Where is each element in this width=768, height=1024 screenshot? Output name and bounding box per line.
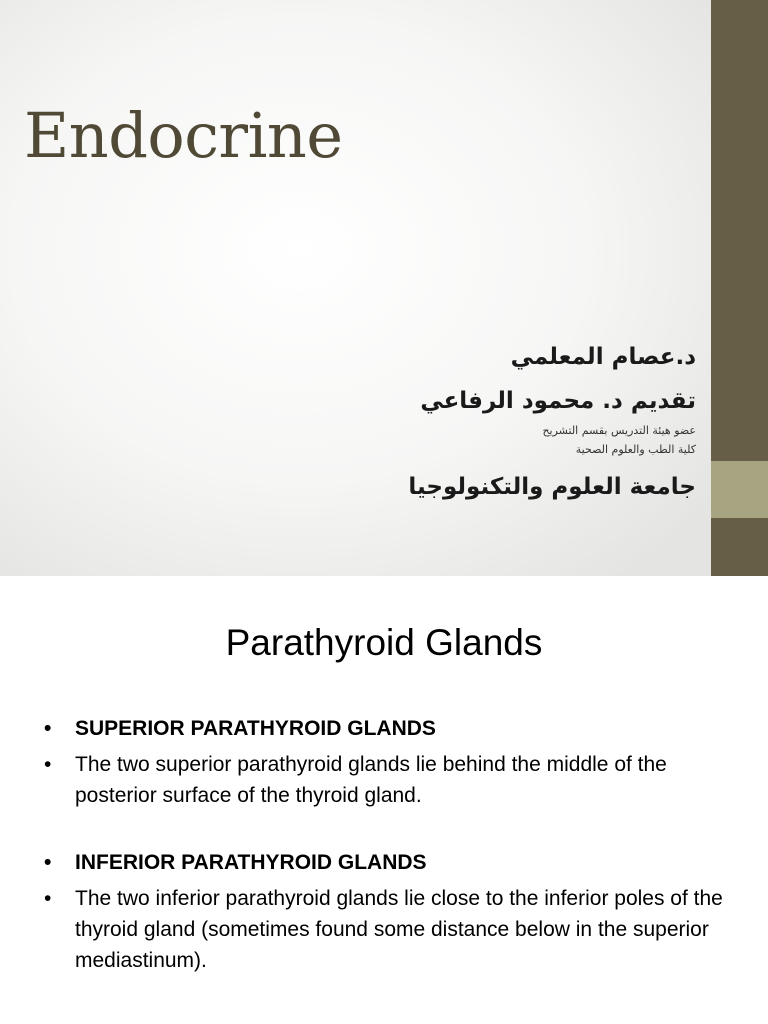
bullet-icon: •	[44, 753, 52, 776]
bullet-text: INFERIOR PARATHYROID GLANDS	[75, 851, 427, 874]
university-name: جامعة العلوم والتكنولوجيا	[408, 474, 696, 500]
list-item	[44, 749, 724, 811]
slide-title: Endocrine	[24, 99, 343, 172]
bullet-icon: •	[44, 851, 52, 874]
bullet-text: The two inferior parathyroid glands lie close to the inferior poles of the thyroid gland (sometimes found some distance below in the superior mediastinum).	[75, 887, 723, 972]
bullet-icon: •	[44, 717, 52, 740]
bullet-icon: •	[44, 887, 52, 910]
list-item	[44, 713, 724, 744]
bullet-text: The two superior parathyroid glands lie behind the middle of the posterior surface of the thyroid gland.	[75, 753, 667, 807]
bullet-text: SUPERIOR PARATHYROID GLANDS	[75, 717, 436, 740]
content-title: Parathyroid Glands	[225, 622, 543, 663]
faculty-position: عضو هيئة التدريس بقسم التشريح	[542, 424, 696, 437]
list-item	[44, 847, 724, 878]
decorative-accent-block	[711, 461, 768, 518]
presented-by: تقديم د. محمود الرفاعي	[420, 388, 696, 414]
content-slide	[0, 576, 768, 1024]
bullet-list	[44, 713, 724, 976]
list-item	[44, 883, 724, 976]
college-name: كلية الطب والعلوم الصحية	[575, 443, 696, 456]
presenter-name: د.عصام المعلمي	[510, 344, 696, 370]
